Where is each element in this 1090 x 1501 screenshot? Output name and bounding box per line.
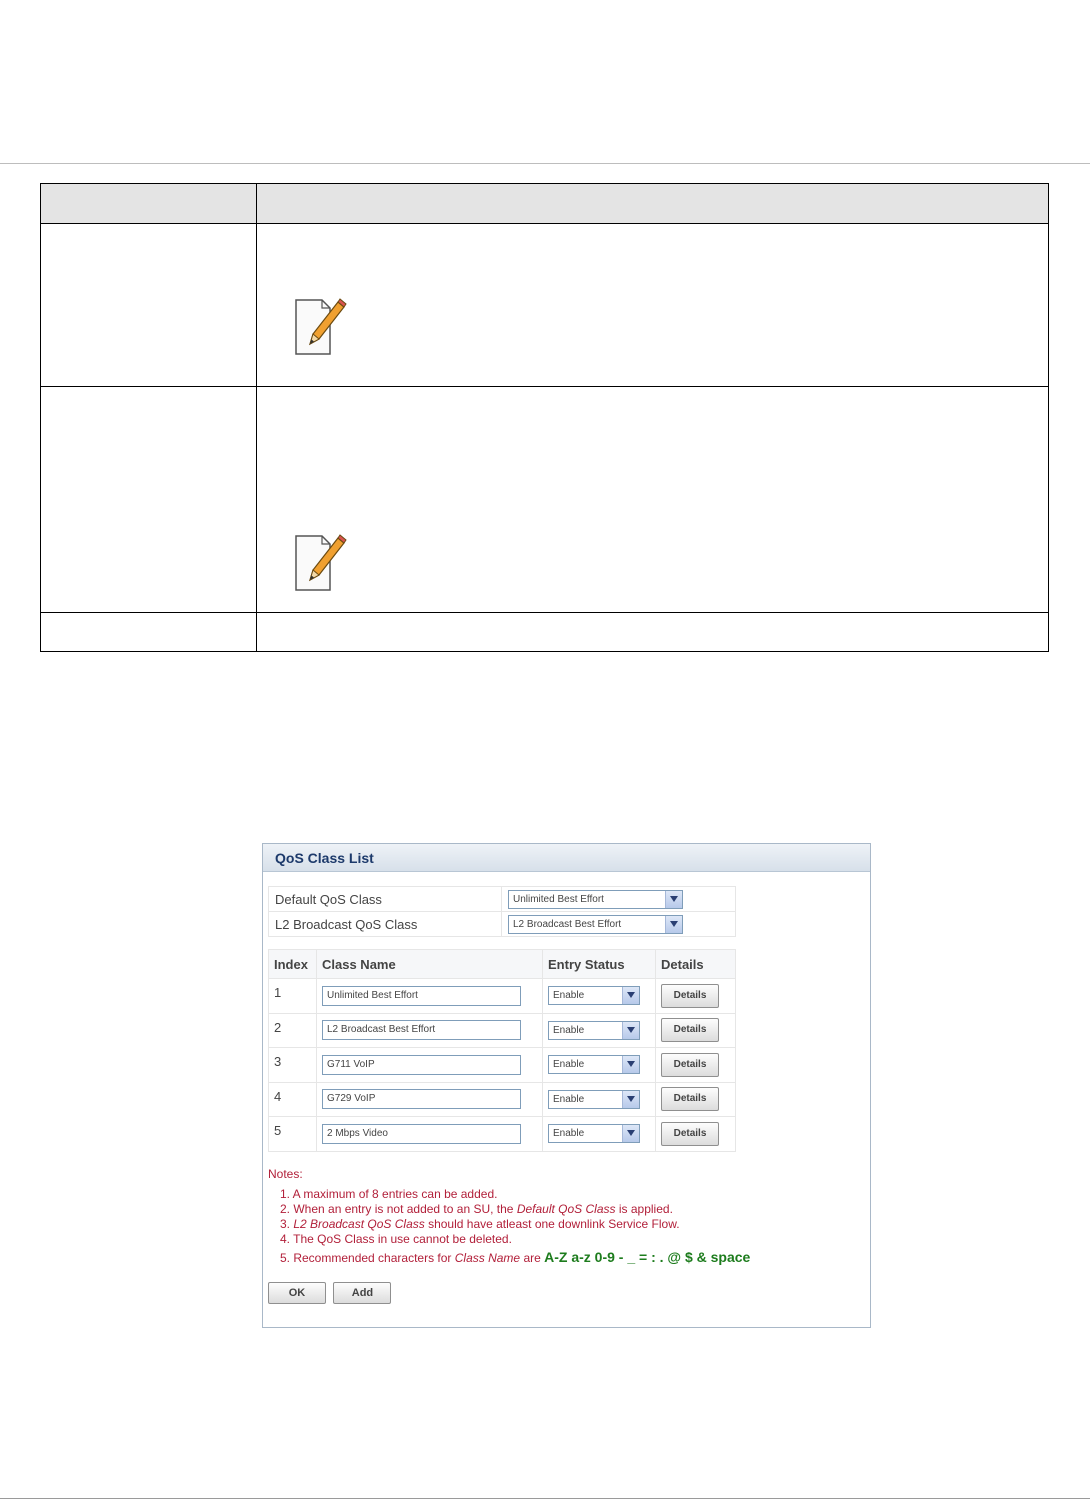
qos-class-table bbox=[268, 949, 736, 1152]
add-button[interactable]: Add bbox=[333, 1282, 391, 1304]
class-name-input[interactable]: G729 VoIP bbox=[322, 1089, 521, 1109]
details-button[interactable]: Details bbox=[661, 984, 719, 1008]
default-qos-label: Default QoS Class bbox=[269, 887, 502, 912]
column-divider bbox=[256, 184, 257, 651]
entry-status-select[interactable]: Enable bbox=[548, 1124, 640, 1143]
notes-list bbox=[268, 1187, 863, 1266]
details-button[interactable]: Details bbox=[661, 1087, 719, 1111]
class-name-input[interactable]: 2 Mbps Video bbox=[322, 1124, 521, 1144]
table-row bbox=[269, 1013, 736, 1048]
chevron-down-icon[interactable] bbox=[622, 1022, 639, 1039]
chevron-down-icon[interactable] bbox=[622, 1091, 639, 1108]
class-name-input[interactable]: L2 Broadcast Best Effort bbox=[322, 1020, 521, 1040]
class-name-column-header: Class Name bbox=[317, 950, 543, 979]
entry-status-select[interactable]: Enable bbox=[548, 1090, 640, 1109]
details-button[interactable]: Details bbox=[661, 1122, 719, 1146]
qos-settings-table bbox=[268, 886, 736, 937]
ok-button[interactable]: OK bbox=[268, 1282, 326, 1304]
default-qos-row bbox=[269, 887, 736, 912]
l2-broadcast-qos-label: L2 Broadcast QoS Class bbox=[269, 912, 502, 937]
parameter-table-row bbox=[41, 387, 1048, 613]
table-row bbox=[269, 1048, 736, 1083]
chevron-down-icon[interactable] bbox=[665, 916, 682, 933]
panel-title: QoS Class List bbox=[263, 844, 870, 872]
qos-class-table-header bbox=[269, 950, 736, 979]
chevron-down-icon[interactable] bbox=[622, 1056, 639, 1073]
parameter-table bbox=[40, 183, 1049, 652]
chevron-down-icon[interactable] bbox=[665, 891, 682, 908]
parameter-table-header bbox=[41, 184, 1048, 224]
default-qos-select[interactable]: Unlimited Best Effort bbox=[508, 890, 683, 909]
details-button[interactable]: Details bbox=[661, 1053, 719, 1077]
notes-title: Notes: bbox=[268, 1167, 303, 1181]
row-index: 1 bbox=[269, 979, 317, 1014]
entry-status-select[interactable]: Enable bbox=[548, 1021, 640, 1040]
table-row bbox=[269, 1082, 736, 1117]
note-pencil-icon bbox=[292, 530, 348, 594]
class-name-input[interactable]: G711 VoIP bbox=[322, 1055, 521, 1075]
note-item: 4. The QoS Class in use cannot be deleted. bbox=[280, 1232, 512, 1246]
chevron-down-icon[interactable] bbox=[622, 987, 639, 1004]
qos-class-list-panel bbox=[262, 843, 871, 1328]
header-rule bbox=[0, 163, 1090, 164]
form-actions bbox=[268, 1282, 394, 1304]
parameter-table-row bbox=[41, 613, 1048, 652]
entry-status-column-header: Entry Status bbox=[543, 950, 656, 979]
row-index: 2 bbox=[269, 1013, 317, 1048]
chevron-down-icon[interactable] bbox=[622, 1125, 639, 1142]
index-column-header: Index bbox=[269, 950, 317, 979]
note-item: 2. When an entry is not added to an SU, the Default QoS Class is applied. bbox=[280, 1202, 673, 1216]
class-name-input[interactable]: Unlimited Best Effort bbox=[322, 986, 521, 1006]
table-row bbox=[269, 1117, 736, 1152]
details-column-header: Details bbox=[656, 950, 736, 979]
note-item: 1. A maximum of 8 entries can be added. bbox=[280, 1187, 498, 1201]
note-pencil-icon bbox=[292, 294, 348, 358]
table-row bbox=[269, 979, 736, 1014]
l2-broadcast-qos-select[interactable]: L2 Broadcast Best Effort bbox=[508, 915, 683, 934]
row-index: 4 bbox=[269, 1082, 317, 1117]
row-index: 5 bbox=[269, 1117, 317, 1152]
notes-section bbox=[268, 1167, 863, 1266]
details-button[interactable]: Details bbox=[661, 1018, 719, 1042]
footer-rule bbox=[0, 1498, 1090, 1499]
entry-status-select[interactable]: Enable bbox=[548, 986, 640, 1005]
row-index: 3 bbox=[269, 1048, 317, 1083]
entry-status-select[interactable]: Enable bbox=[548, 1055, 640, 1074]
note-item: 3. L2 Broadcast QoS Class should have atleast one downlink Service Flow. bbox=[280, 1217, 680, 1231]
l2-broadcast-qos-row bbox=[269, 912, 736, 937]
allowed-characters: A-Z a-z 0-9 - _ = : . @ $ & space bbox=[544, 1249, 751, 1265]
parameter-table-row bbox=[41, 224, 1048, 387]
note-item: 5. Recommended characters for Class Name are A-Z a-z 0-9 - _ = : . @ $ & space bbox=[280, 1249, 751, 1265]
